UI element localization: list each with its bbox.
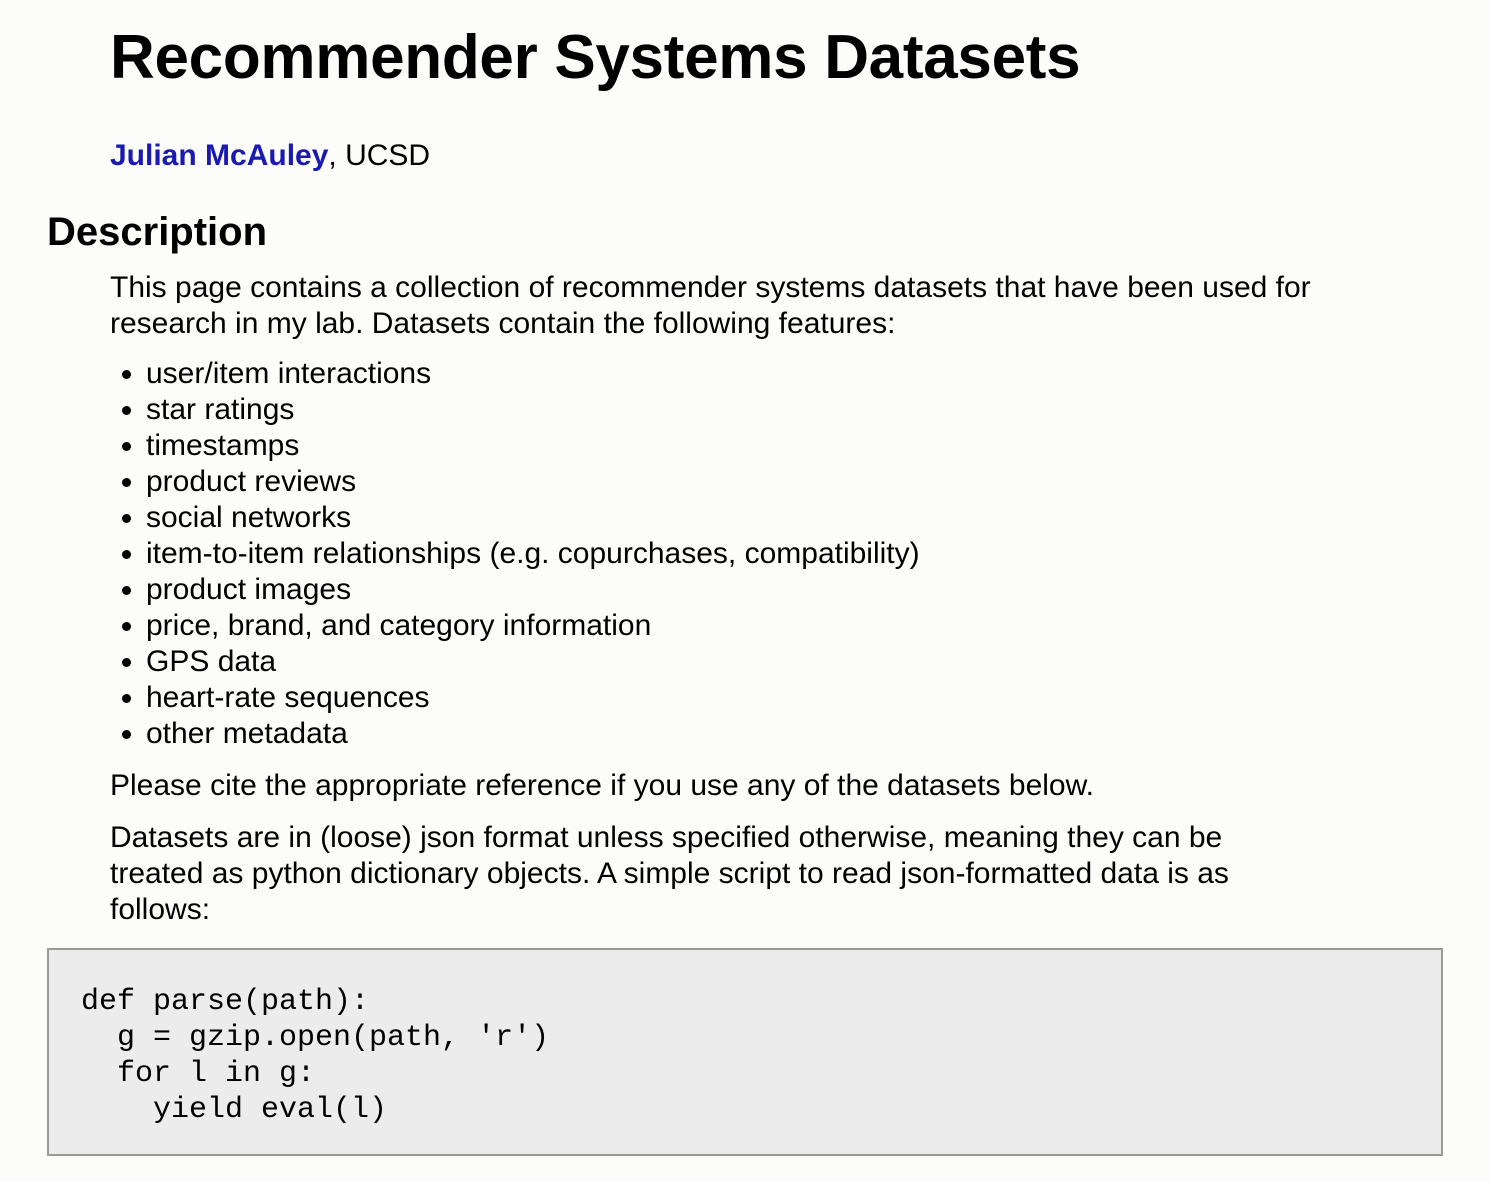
page-title: Recommender Systems Datasets [110,23,1081,92]
feature-list [110,356,1400,752]
list-item: • social networks [146,500,1400,536]
list-item: • item-to-item relationships (e.g. copurchases, compatibility) [146,536,1400,572]
code-line: g = gzip.open(path, 'r') [81,1021,550,1055]
intro-paragraph: This page contains a collection of recommender systems datasets that have been used for research in my lab. Datasets contain the following features: [110,271,1311,340]
list-item: • heart-rate sequences [146,680,1400,716]
json-format-note: Datasets are in (loose) json format unless specified otherwise, meaning they can be treated as python dictionary objects. A simple script to read json-formatted data is as follows: [110,821,1229,926]
code-line: for l in g: [81,1057,316,1091]
list-item: • GPS data [146,644,1400,680]
code-block [47,948,1443,1156]
list-item: • user/item interactions [146,356,1400,392]
author-link[interactable]: Julian McAuley [110,139,329,172]
list-item: • product images [146,572,1400,608]
list-item: • other metadata [146,716,1400,752]
cite-note: Please cite the appropriate reference if you use any of the datasets below. [110,769,1094,802]
code-line: yield eval(l) [81,1093,388,1127]
code-line: def parse(path): [81,985,370,1019]
description-content [110,270,1400,928]
list-item: • timestamps [146,428,1400,464]
description-heading: Description [47,210,268,254]
list-item: • star ratings [146,392,1400,428]
list-item: • price, brand, and category information [146,608,1400,644]
list-item: • product reviews [146,464,1400,500]
author-affiliation: , UCSD [328,139,431,172]
author-line [110,138,430,174]
